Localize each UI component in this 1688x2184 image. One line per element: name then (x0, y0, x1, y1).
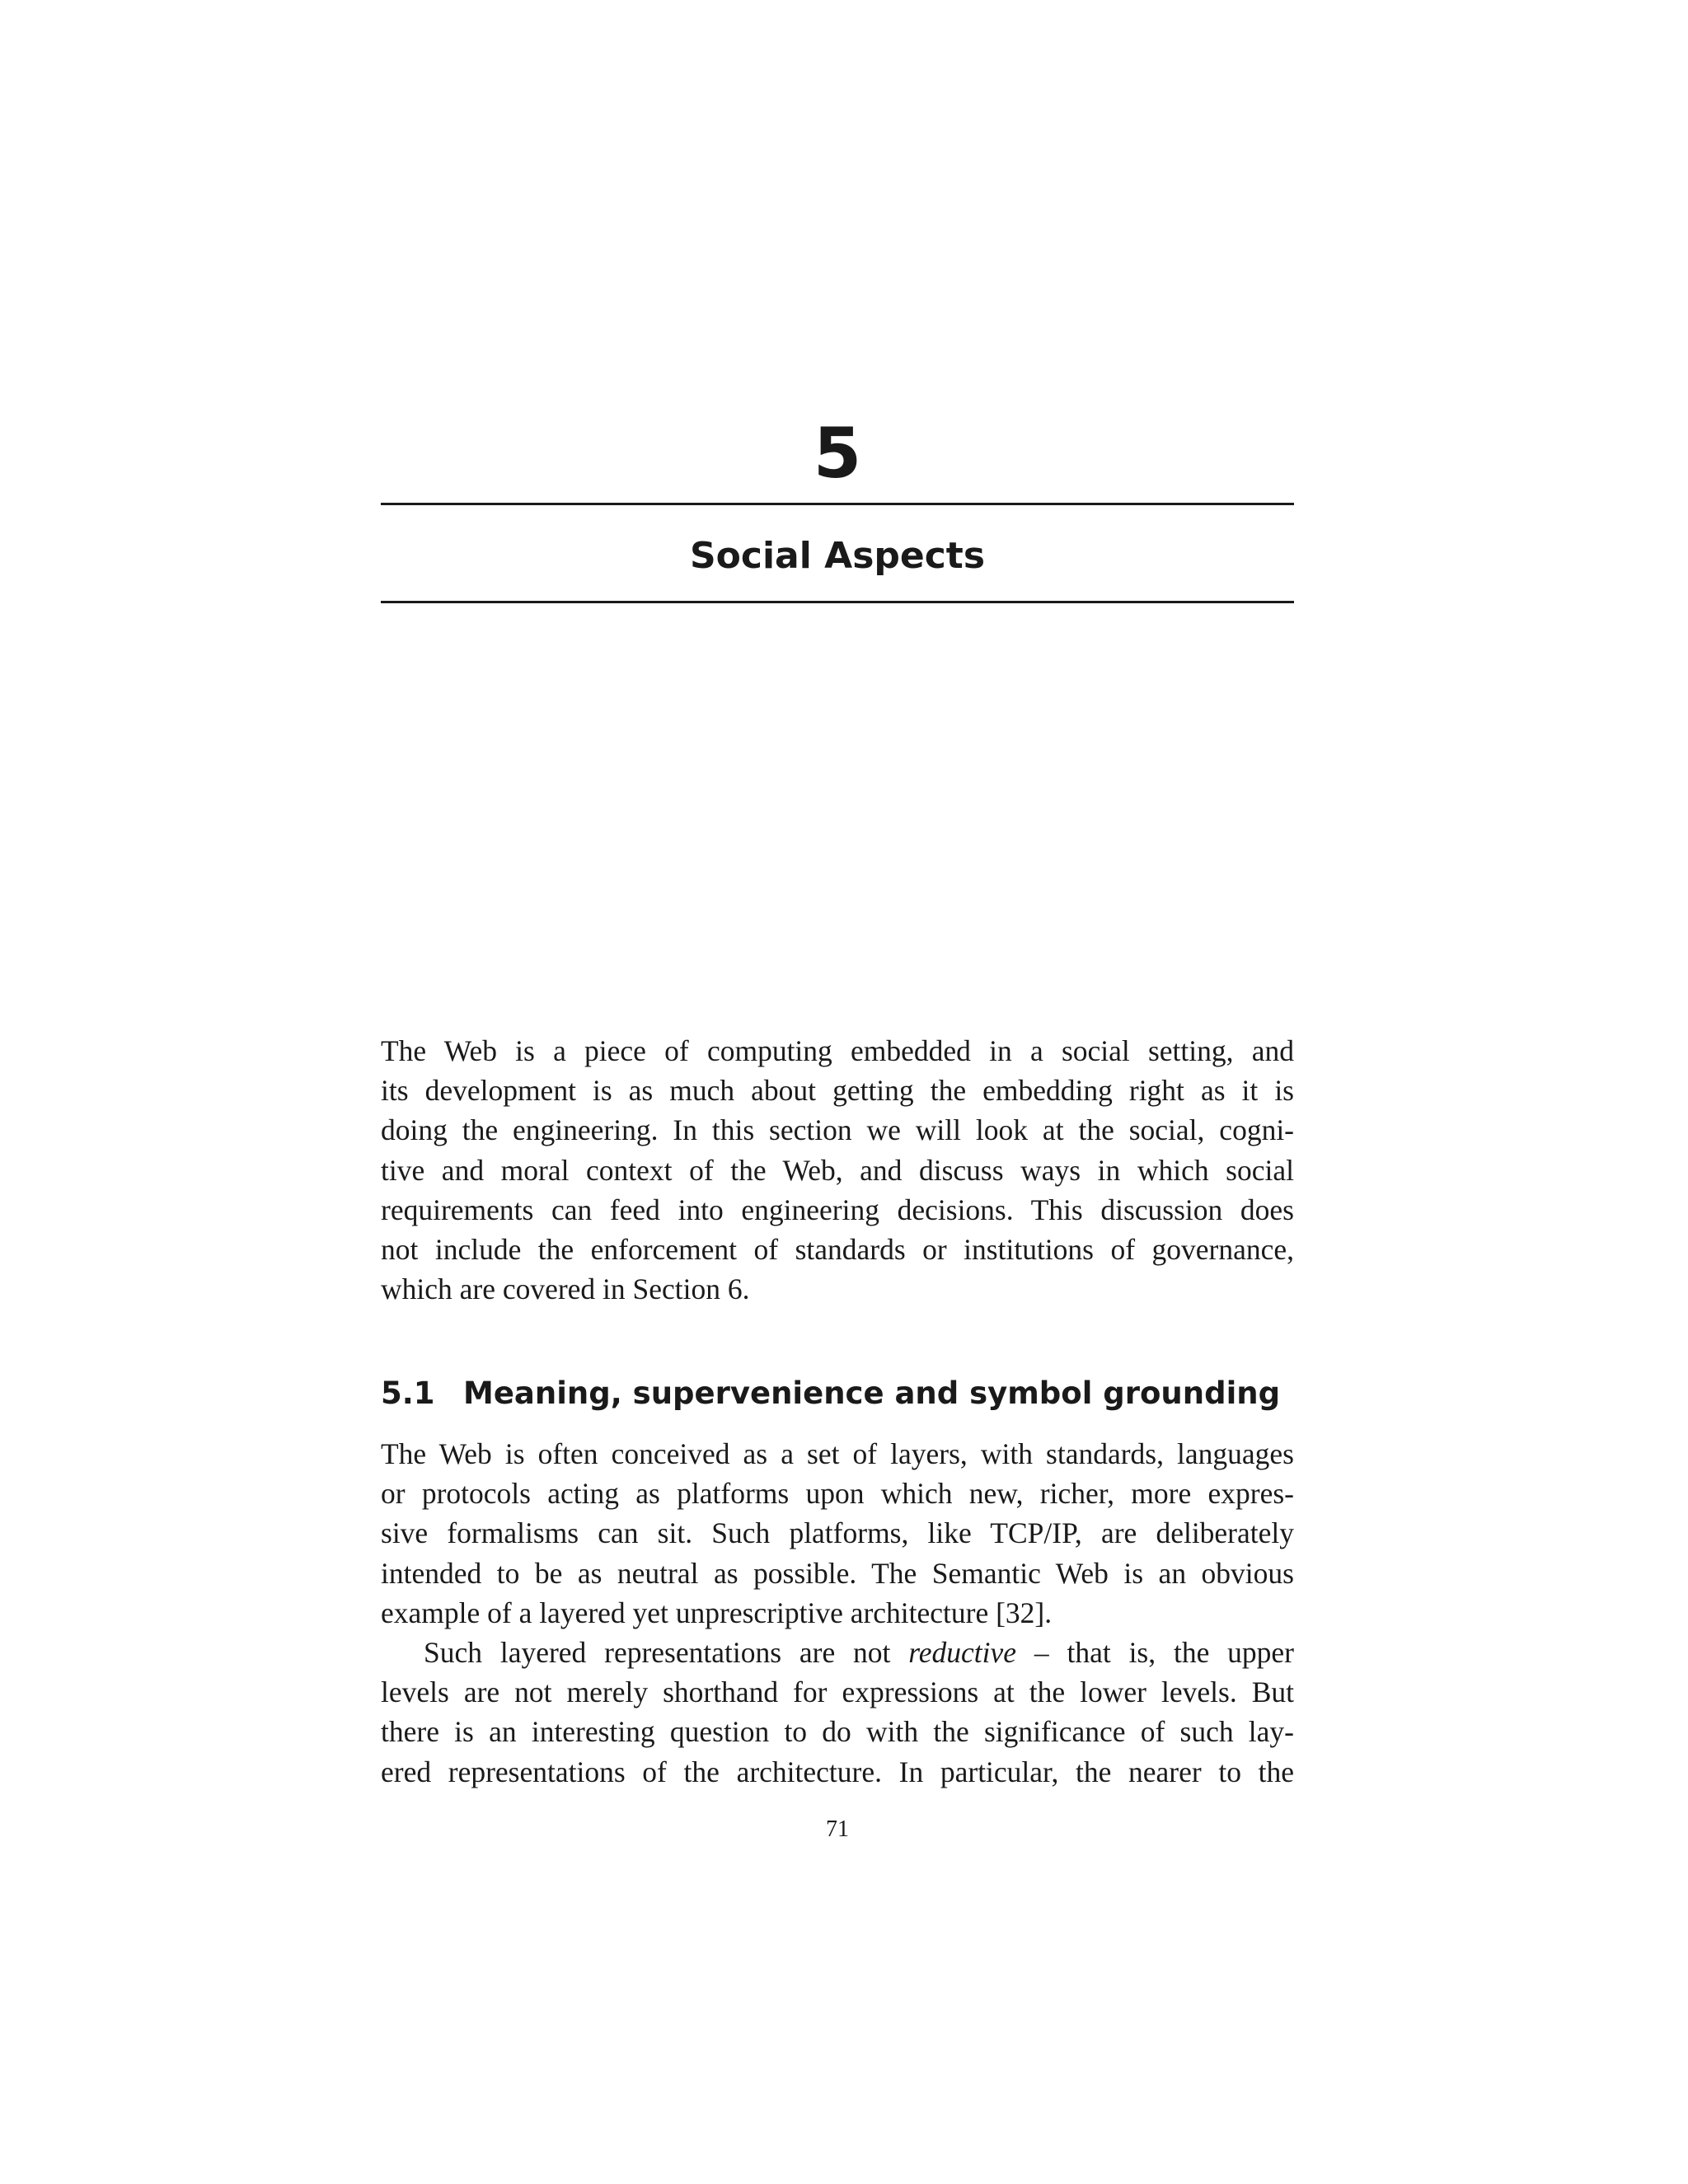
intro-paragraph (381, 1031, 1294, 1309)
text-line: which are covered in Section 6. (381, 1272, 750, 1306)
chapter-bottom-rule (381, 601, 1294, 603)
section-title: Meaning, supervenience and symbol grounding (463, 1376, 1281, 1411)
text-line: tive and moral context of the Web, and discuss ways in which social (381, 1153, 1294, 1187)
text-fragment: Such layered representations are not (424, 1636, 909, 1669)
section-number: 5.1 (381, 1376, 435, 1411)
emphasis-text: reductive (908, 1636, 1017, 1669)
page-number: 71 (826, 1816, 849, 1842)
chapter-title: Social Aspects (689, 535, 986, 577)
section-paragraph-1 (381, 1434, 1294, 1633)
section-paragraph-2 (381, 1633, 1294, 1792)
text-line: levels are not merely shorthand for expressions at the lower levels. But (381, 1675, 1294, 1709)
text-line: its development is as much about getting the embedding right as it is (381, 1074, 1294, 1108)
chapter-number: 5 (813, 413, 862, 494)
text-line: example of a layered yet unprescriptive architecture [32]. (381, 1596, 1053, 1629)
text-line: or protocols acting as platforms upon which new, richer, more expres- (381, 1477, 1294, 1511)
text-line: there is an interesting question to do with the significance of such lay- (381, 1715, 1294, 1749)
text-line: not include the enforcement of standards or institutions of governance, (381, 1233, 1294, 1267)
text-line: ered representations of the architecture. In particular, the nearer to the (381, 1755, 1294, 1788)
text-line: requirements can feed into engineering decisions. This discussion does (381, 1193, 1294, 1226)
text-line: intended to be as neutral as possible. The Semantic Web is an obvious (381, 1556, 1294, 1590)
text-line: The Web is often conceived as a set of layers, with standards, languages (381, 1437, 1294, 1470)
chapter-top-rule (381, 503, 1294, 505)
text-fragment: – that is, the upper (1016, 1636, 1294, 1669)
section-heading (381, 1372, 1294, 1415)
text-line: doing the engineering. In this section we will look at the social, cogni- (381, 1113, 1294, 1147)
text-line (381, 1633, 1294, 1672)
text-line: sive formalisms can sit. Such platforms, like TCP/IP, are deliberately (381, 1516, 1294, 1550)
text-line: The Web is a piece of computing embedded in a social setting, and (381, 1034, 1294, 1067)
